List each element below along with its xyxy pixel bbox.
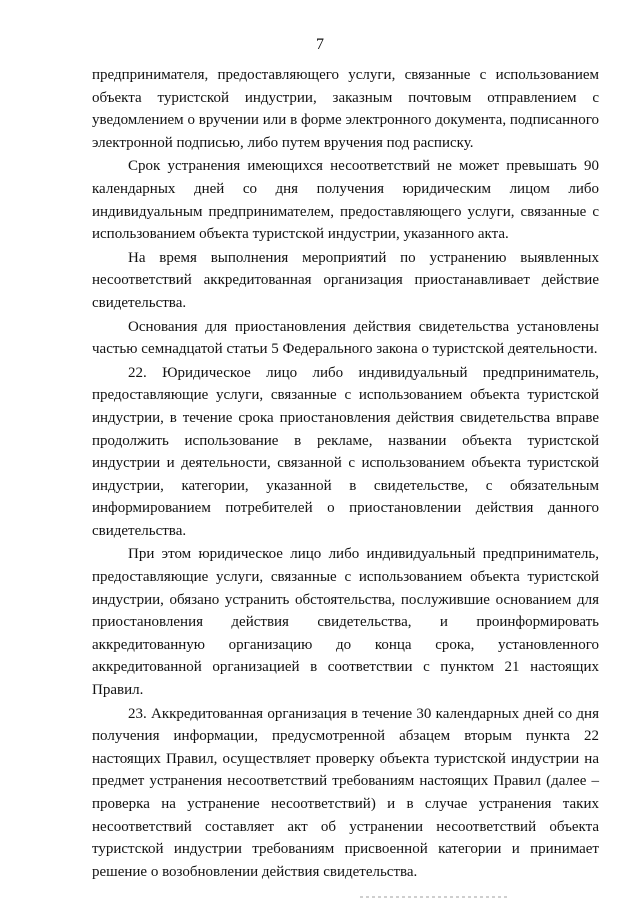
paragraph-2: Срок устранения имеющихся несоответствий не может превышать 90 календарных дней со дня получения юридическим лицом либо индивидуальным предпринимателем, предоставляющего услуги, связанные с использованием объекта туристской индустрии, указанного акта. [92, 158, 599, 243]
paragraph-7-item-23: 23. Аккредитованная организация в течение 30 календарных дней со дня получения информации, предусмотренной абзацем вторым пункта 22 настоящих Правил, осуществляет проверку объекта туристской индустрии на предмет устранения несоответствий требованиям настоящих Правил (далее – проверка на устранение несоответствий) и в случае устранения таких несоответствий составляет акт об устранении несоответствий объекта туристской индустрии требованиям присвоенной категории и принимает решение о возобновлении действия свидетельства. [92, 705, 599, 880]
scan-artifact-divider [360, 896, 510, 898]
paragraph-4: Основания для приостановления действия свидетельства установлены частью семнадцатой статьи 5 Федерального закона о туристской деятельности. [92, 318, 599, 358]
paragraph-1: предпринимателя, предоставляющего услуги, связанные с использованием объекта туристской индустрии, заказным почтовым отправлением с уведомлением о вручении или в форме электронного документа, подписанного электронной подписью, либо путем вручения под расписку. [92, 67, 599, 151]
page-number: 7 [316, 36, 324, 53]
document-body [92, 64, 599, 883]
paragraph-6: При этом юридическое лицо либо индивидуальный предприниматель, предоставляющие услуги, связанные с использованием объекта туристской индустрии, обязано устранить обстоятельства, послужившие основанием для приостановления действия свидетельства, и проинформировать аккредитованную организацию до конца срока, установленного аккредитованной организацией в соответствии с пунктом 21 настоящих Правил. [92, 546, 599, 699]
paragraph-5-item-22: 22. Юридическое лицо либо индивидуальный предприниматель, предоставляющие услуги, связанные с использованием объекта туристской индустрии, в течение срока приостановления действия свидетельства вправе продолжить использование в рекламе, названии объекта туристской индустрии и деятельности, связанной с использованием объекта туристской индустрии, категории, указанной в свидетельстве, с обязательным информированием потребителей о приостановлении действия данного свидетельства. [92, 364, 599, 539]
paragraph-3: На время выполнения мероприятий по устранению выявленных несоответствий аккредитованная организация приостанавливает действие свидетельства. [92, 249, 599, 311]
